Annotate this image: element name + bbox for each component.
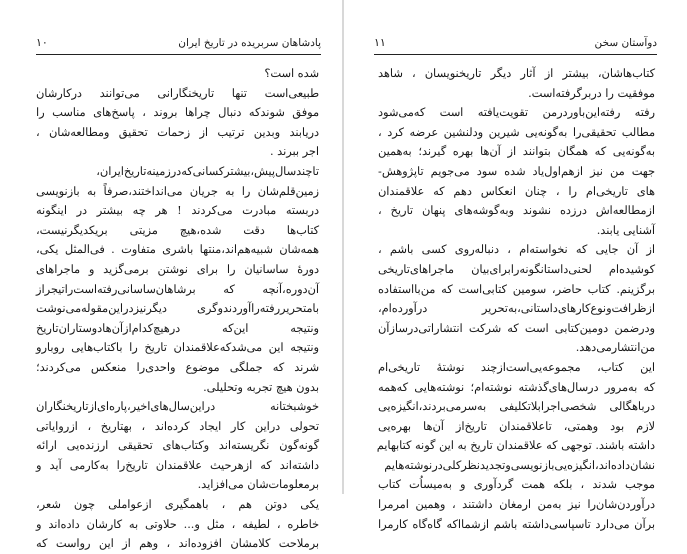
- right-body-text: [378, 64, 655, 534]
- text-line: درآوردن‌شان‌را نیز به‌من ارمغان داشتند ، وهمین امر‌مرا: [378, 498, 655, 512]
- text-line: رفته رفته‌این‌باور‌در‌من تقویت‌یافته است که‌می‌شود: [378, 106, 655, 120]
- text-line: نشان‌داده‌اند،انگیزه‌یی‌بازنویسی‌وتجدیدنظرکلی‌درنوشته‌هایم: [384, 458, 655, 472]
- left-page-number: ۱۰: [36, 36, 48, 49]
- text-line: ازمطالعه‌اش درزده نشوند وبه‌گوشه‌های پنهان تاریخ ،: [378, 204, 655, 218]
- text-line: دریابند وبدین ترتیب از زحمات تحقیق ومطالعه‌شان ،: [36, 125, 319, 139]
- text-line: شده است؟: [264, 67, 319, 80]
- right-running-title: دوآستان سخن: [594, 37, 657, 49]
- text-line: موجب شدند ، بلکه همت گردآوری و به‌میساُت کتاب: [378, 478, 655, 492]
- text-line: همه‌شان شبیه‌هم‌اند،منتها باشری متفاوت . فی‌المثل یکی،: [36, 243, 319, 257]
- right-running-head: [374, 34, 657, 52]
- text-line: این کتاب، مجموعه‌یی‌است‌ازچند نوشتهٔ تاریخی‌ام: [378, 360, 655, 374]
- left-page: [0, 0, 343, 551]
- text-line: بدون هیچ تجربه وتحلیلی.: [203, 380, 319, 394]
- text-line: مطالب تحقیقی‌را به‌گونه‌یی شیرین ودلنشین عرضه کرد ،: [378, 125, 655, 139]
- text-line: برآن می‌دارد تاسپاسی‌داشته باشم ازشمااکه گاه‌گاه کارمرا: [378, 517, 655, 531]
- text-line: تاچندسال‌پیش،بیشترکسانی‌که‌درزمینه‌تاریخ‌ایران،: [96, 164, 319, 178]
- text-line: کتاب‌هاشان، بیشتر از آثار دیگر تاریخنویسان ، شاهد: [378, 67, 655, 80]
- text-line: برگزینم. کتاب حاضر، سومین کتابی‌است که من‌بااستفاده: [378, 282, 655, 296]
- text-line: من‌انتشارمی‌دهد.: [575, 341, 655, 355]
- text-line: جهت من نیز ازهم‌‌اول‌یاد شده سود می‌جویم تاپژوهش‌-: [378, 164, 655, 178]
- text-line: برمعلومات‌شان می‌افزاید.: [197, 478, 319, 492]
- text-line: ودرضمن دومین‌کتابی است که شرکت انتشاراتی‌درسازآن: [378, 321, 655, 335]
- text-line: های تاریخی‌ام را ، چنان انعکاس دهم که علاقمندان: [378, 184, 655, 198]
- left-body-text: [36, 64, 319, 554]
- right-page: [344, 0, 687, 531]
- text-line: آن‌دوره،آنچه که برشاهان‌ساسانی‌رفته‌است‌راتیجرا‌ز: [36, 282, 319, 296]
- text-line: موفق شوندکه دنبال چراها بروند ، پاسخ‌های مناسب را: [36, 106, 319, 120]
- text-line: لازم بود وهمتی، تاعلاقمندان تاریخ‌از آن‌ها بهره‌یی: [378, 419, 655, 433]
- text-line: یکی دوتن هم ، باهمگیری ازعواملی چون شعر،: [36, 498, 319, 512]
- left-running-title: پادشاهان سربریده در تاریخ ایران: [178, 37, 321, 49]
- text-line: درباهگالی شخصی‌اجرا‌بلاتکلیفی به‌سرمی‌بردند،انگیزه‌یی: [378, 400, 655, 414]
- text-line: زمین‌قلم‌شان را به جریان می‌انداختند،صرفاً به بازنویسی: [36, 184, 319, 198]
- text-line: دورهٔ ساسانیان را برای نوشتن برمی‌گزید و ماجراهای: [36, 262, 319, 276]
- text-line: که به‌مرور درسال‌های‌گذشته نوشته‌ام؛ نوشته‌هایی که‌همه: [378, 380, 655, 394]
- text-line: دربسته مبادرت می‌کردند ! هر چه بیشتر در اینگونه: [36, 204, 319, 218]
- text-line: کتاب‌ها دقت شده‌،هیچ مزیتی بریکدیگرنیست،: [36, 223, 319, 237]
- text-line: برملاحت کلامشان افزوده‌اند ، وهم از این رواست که: [36, 537, 319, 551]
- text-line: گونه‌گون نگریسته‌اند وکتاب‌های تحقیقی ارزنده‌یی ارائه: [36, 439, 319, 453]
- text-line: خاطره ، لطیفه ، مثل و... حلاوتی به کارشان داده‌اند و: [36, 517, 319, 531]
- text-line: شرند که جملگی موضوع واحدی‌را منعکس می‌کردند؛: [36, 360, 319, 374]
- text-line: داشته باشند. توجهی که علاقمندان تاریخ به این گونه کتابهایم: [376, 439, 655, 453]
- text-line: کوشیده‌ام لحنی‌داستانگونه‌را‌برای‌بیان ماجراهای‌تاریخی: [378, 262, 655, 276]
- text-line: تحولی دراین کار ایجاد کرده‌اند ، بهتاریخ ، ازروایاتی: [36, 419, 319, 433]
- text-line: موفقیت را دربرگرفته‌است.: [528, 86, 655, 100]
- text-line: اجر ببرند .: [270, 145, 319, 159]
- text-line: به‌گونه‌یی که همگان بتوانند از آن‌ها بهره گیرند؛ به‌همین: [378, 145, 655, 159]
- text-line: ونتیجه این می‌شدکه‌علاقمندان تاریخ را باکتاب‌هایی روبارو: [36, 341, 319, 355]
- text-line: از آن جایی که نخواسته‌ام ، دنباله‌روی کسی باشم ،: [378, 243, 655, 257]
- text-line: طبیعی‌است تنها تاریخنگارانی می‌توانند درکارشان: [36, 86, 319, 100]
- text-line: خوشبختانه دراین‌سال‌های‌اخیر،پاره‌ای‌ازتاریخنگاران: [36, 400, 319, 414]
- text-line: بامتحریررفته‌را‌آوردندوگری دیگرنیزدراین‌مقوله‌می‌نوشت: [36, 302, 319, 316]
- left-running-head: [36, 34, 321, 52]
- text-line: ازظرافت‌ونوع‌کارهای‌داستانی،به‌تحریر درآورده‌ام،: [378, 302, 655, 316]
- right-page-number: ۱۱: [374, 36, 386, 49]
- text-line: داشته‌اند که ازهرحیث علاقمندان تاریخ‌را به‌کارمی آید و: [36, 458, 319, 472]
- right-header-rule: [374, 54, 657, 55]
- text-line: ونتیجه این‌که درهیچ‌کدام‌ازآن‌ها‌دوستاران‌تاریخ‌: [36, 321, 319, 335]
- left-header-rule: [36, 54, 321, 55]
- text-line: آشنایی یابند.: [596, 223, 655, 237]
